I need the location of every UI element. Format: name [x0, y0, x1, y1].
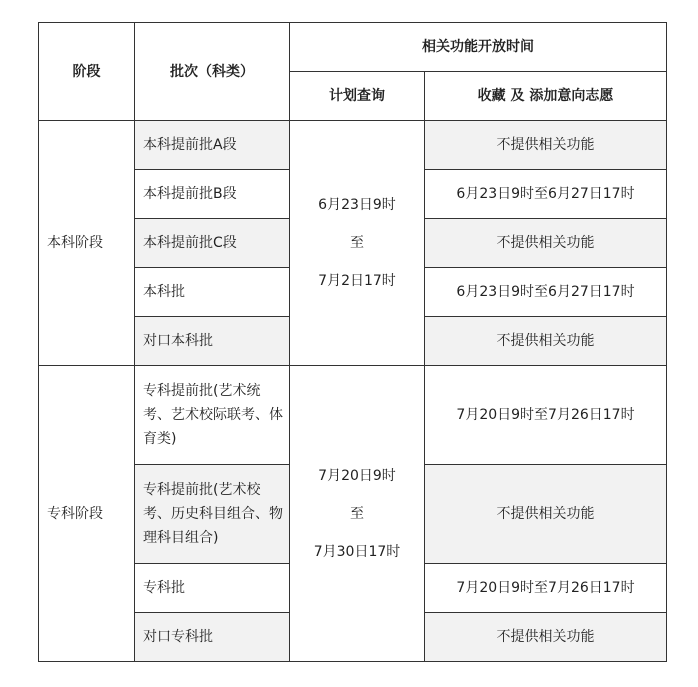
func-cell: 不提供相关功能 [425, 465, 667, 564]
header-open-time: 相关功能开放时间 [290, 23, 667, 72]
batch-cell: 专科提前批(艺术统考、艺术校际联考、体育类) [135, 366, 290, 465]
header-plan-query: 计划查询 [290, 72, 425, 121]
func-cell: 7月20日9时至7月26日17时 [425, 564, 667, 613]
header-row-top [39, 23, 667, 72]
header-stage: 阶段 [39, 23, 135, 121]
batch-cell: 专科提前批(艺术校考、历史科目组合、物理科目组合) [135, 465, 290, 564]
batch-cell: 专科批 [135, 564, 290, 613]
func-cell: 7月20日9时至7月26日17时 [425, 366, 667, 465]
func-cell: 不提供相关功能 [425, 121, 667, 170]
func-cell: 6月23日9时至6月27日17时 [425, 268, 667, 317]
batch-cell: 本科提前批C段 [135, 219, 290, 268]
header-collect-add: 收藏 及 添加意向志愿 [425, 72, 667, 121]
batch-cell: 本科提前批B段 [135, 170, 290, 219]
header-batch: 批次（科类） [135, 23, 290, 121]
plan-time-undergrad [290, 121, 425, 366]
plan-time-end: 7月30日17时 [313, 543, 401, 560]
plan-time-end: 7月2日17时 [318, 273, 396, 289]
stage-undergrad: 本科阶段 [39, 121, 135, 366]
batch-cell: 对口专科批 [135, 613, 290, 662]
table-row [39, 366, 667, 465]
table-row [39, 121, 667, 170]
func-cell: 6月23日9时至6月27日17时 [425, 170, 667, 219]
schedule-table [38, 22, 667, 662]
plan-time-college [290, 366, 425, 662]
plan-time-start: 7月20日9时 [318, 467, 396, 484]
func-cell: 不提供相关功能 [425, 317, 667, 366]
stage-college: 专科阶段 [39, 366, 135, 662]
func-cell: 不提供相关功能 [425, 219, 667, 268]
plan-time-sep: 至 [350, 505, 364, 522]
batch-cell: 本科提前批A段 [135, 121, 290, 170]
plan-time-sep: 至 [350, 235, 364, 251]
plan-time-start: 6月23日9时 [318, 197, 396, 213]
func-cell: 不提供相关功能 [425, 613, 667, 662]
batch-cell: 对口本科批 [135, 317, 290, 366]
batch-cell: 本科批 [135, 268, 290, 317]
